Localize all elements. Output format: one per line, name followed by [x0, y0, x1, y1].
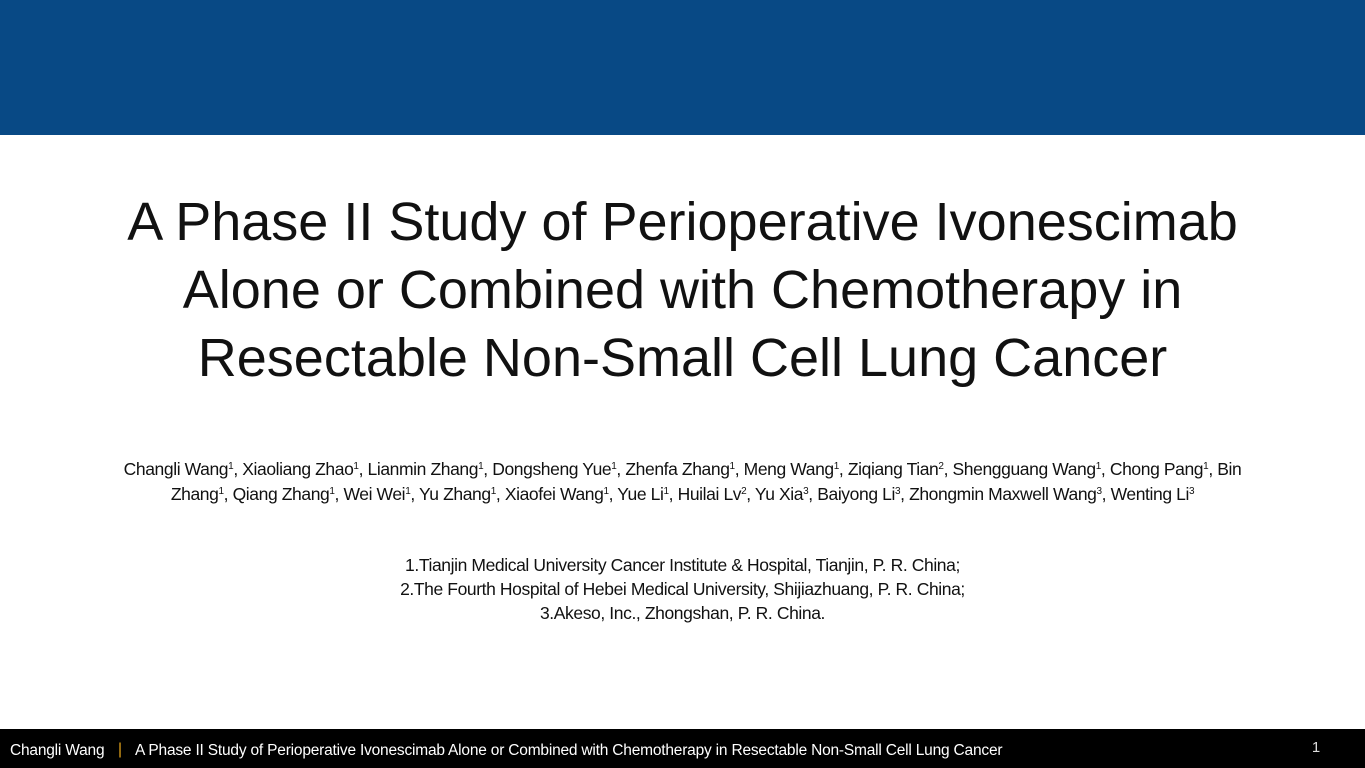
author-affiliation-marker: 1 — [603, 485, 609, 497]
author-name: Changli Wang — [123, 459, 229, 479]
author-list: Changli Wang$^1$, Xiaoliang Zhao$^1$, Lianmin Zhang$^1$, Dongsheng Yue$^1$, Zhenfa Zhang$^1$, Meng Wang$^1$, Ziqiang Tian$^2$, Shengguang Wang$^1$, Chong Pang$^1$, Bin Zhang$^1$, Qiang Zhang$^1$, Wei Wei$^1$, Yu Zhang$^1$, Xiaofei Wang$^1$, Yue Li$^1$, Huilai Lv$^2$, Yu Xia$^3$, Baiyong Li$^3$, Zhongmin Maxwell Wang$^3$, Wenting Li$^3$ — [123, 459, 1242, 504]
affiliation-item: 2.The Fourth Hospital of Hebei Medical University, Shijiazhuang, P. R. China; — [400, 579, 965, 599]
author-affiliation-marker: 1 — [663, 485, 669, 497]
author-name: Dongsheng Yue — [492, 459, 612, 479]
author-name: Xiaofei Wang — [504, 483, 604, 504]
author-affiliation-marker: 1 — [490, 485, 496, 497]
author-affiliation-marker: 1 — [405, 485, 411, 497]
author-name: Wenting Li — [1110, 483, 1189, 504]
author-name: Lianmin Zhang — [367, 459, 479, 479]
slide-title: A Phase II Study of Perioperative Ivonescimab Alone or Combined with Chemotherapy in Resectable Non-Small Cell Lung Cancer — [127, 192, 1238, 388]
author-name: Zhenfa Zhang — [625, 459, 730, 479]
author-affiliation-marker: 1 — [228, 461, 234, 472]
author-affiliation-marker: 1 — [611, 461, 617, 472]
author-name: Zhongmin Maxwell Wang — [909, 483, 1097, 504]
author-affiliation-marker: 1 — [729, 461, 735, 472]
author-name: Xiaoliang Zhao — [242, 459, 354, 479]
author-affiliation-marker: 1 — [478, 461, 484, 472]
page-number: 1 — [1311, 739, 1320, 756]
author-name: Meng Wang — [743, 459, 834, 479]
footer-bar — [0, 729, 1365, 768]
author-name: Yu Xia — [754, 483, 804, 504]
author-affiliation-marker: 1 — [218, 485, 224, 497]
header-bar — [0, 0, 1365, 135]
author-affiliation-marker: 1 — [833, 461, 839, 472]
footer-author: Changli Wang — [10, 742, 105, 759]
affiliation-item: 1.Tianjin Medical University Cancer Institute & Hospital, Tianjin, P. R. China; — [405, 555, 960, 575]
author-name: Qiang Zhang — [232, 483, 330, 504]
author-affiliation-marker: 2 — [938, 461, 944, 472]
author-affiliation-marker: 3 — [1188, 485, 1195, 497]
author-name: Huilai Lv — [677, 483, 742, 504]
author-name: Wei Wei — [343, 483, 406, 504]
author-name: Ziqiang Tian — [847, 459, 939, 479]
affiliation-list — [200, 553, 1165, 625]
author-affiliation-marker: 1 — [1095, 461, 1101, 472]
affiliation-item: 3.Akeso, Inc., Zhongshan, P. R. China. — [539, 603, 826, 623]
author-name: Yu Zhang — [418, 483, 491, 504]
author-name: Shengguang Wang — [952, 459, 1096, 479]
footer-separator: | — [118, 741, 122, 758]
author-affiliation-marker: 1 — [1203, 461, 1209, 472]
author-affiliation-marker: 1 — [329, 485, 335, 497]
author-affiliation-marker: 2 — [741, 485, 747, 497]
author-affiliation-marker: 1 — [353, 461, 359, 472]
author-name: Bin Zhang — [170, 459, 1242, 504]
author-name: Baiyong Li — [817, 483, 895, 504]
author-affiliation-marker: 3 — [803, 485, 809, 497]
author-name: Chong Pang — [1109, 459, 1204, 479]
footer-title: A Phase II Study of Perioperative Ivonescimab Alone or Combined with Chemotherapy in Resectable Non-Small Cell Lung Cancer — [135, 742, 1003, 759]
author-affiliation-marker: 3 — [1096, 485, 1102, 497]
author-affiliation-marker: 3 — [894, 485, 901, 497]
author-name: Yue Li — [617, 483, 664, 504]
